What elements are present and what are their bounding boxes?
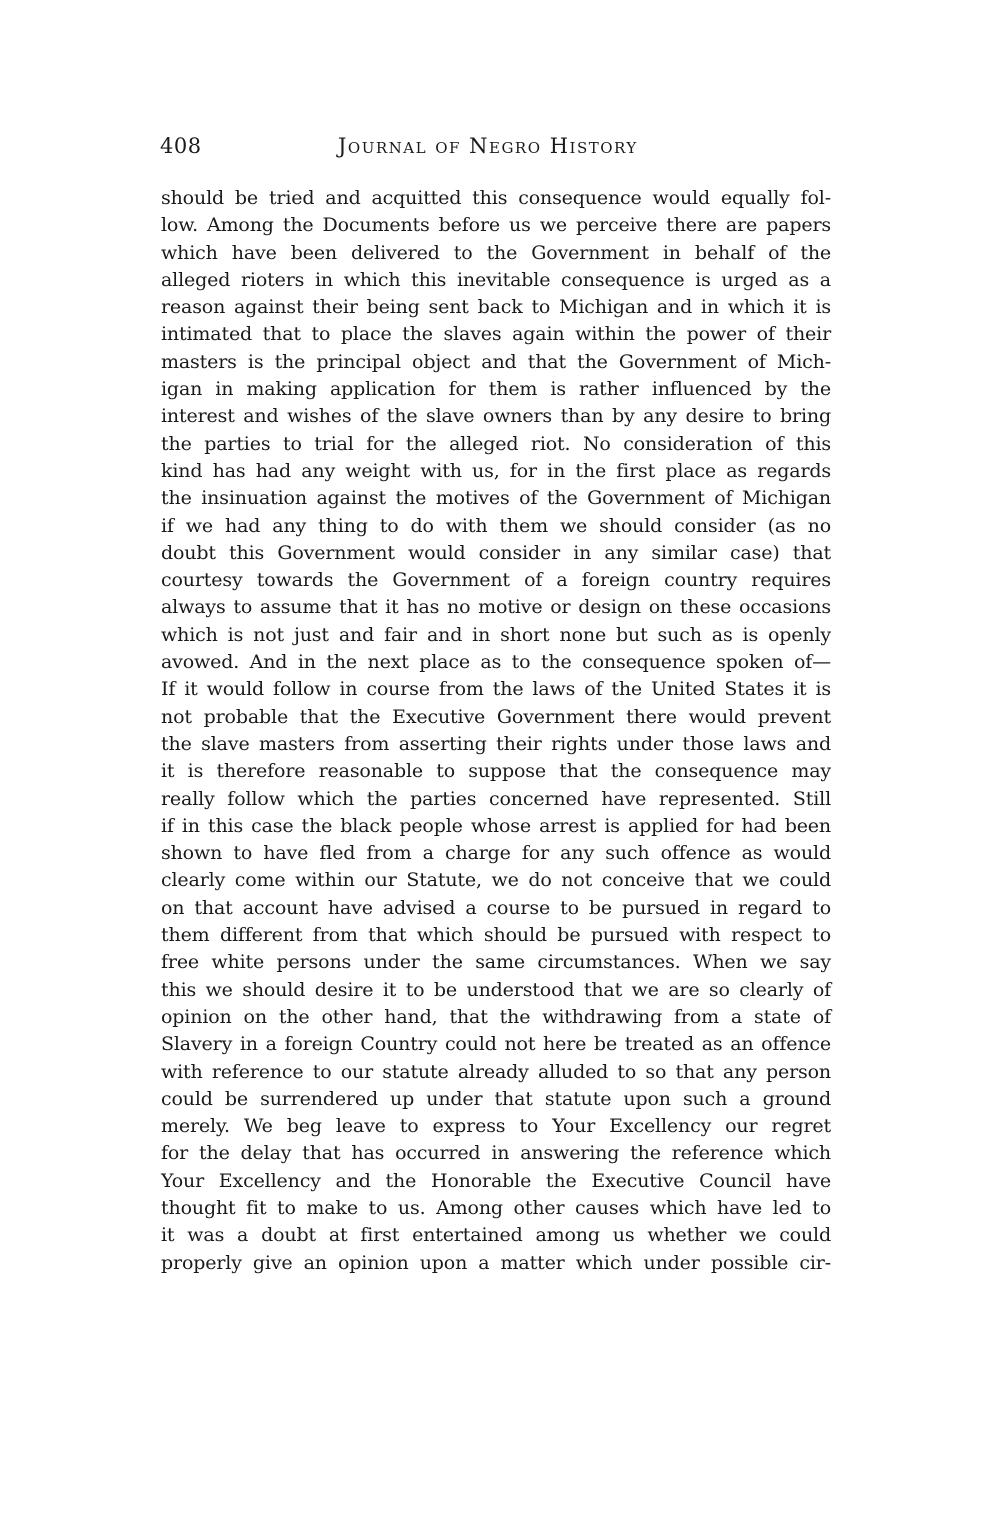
text-line: for the delay that has occurred in answering the reference which [161,1142,831,1165]
text-line: reason against their being sent back to Michigan and in which it is [161,296,831,319]
text-line: always to assume that it has no motive or design on these occasions [161,596,831,619]
text-line: them different from that which should be pursued with respect to [161,924,831,947]
text-line: the parties to trial for the alleged riot. No consideration of this [161,432,831,455]
text-line: not probable that the Executive Government there would prevent [161,705,831,728]
text-line: opinion on the other hand, that the withdrawing from a state of [161,1005,831,1028]
text-line: properly give an opinion upon a matter which under possible cir- [161,1251,831,1274]
text-line: it is therefore reasonable to suppose that the consequence may [161,760,831,783]
text-line: if we had any thing to do with them we should consider (as no [161,514,831,537]
text-line: low. Among the Documents before us we perceive there are papers [161,214,831,237]
text-line: the insinuation against the motives of the Government of Michigan [161,487,831,510]
running-title: Journal of Negro History [338,134,638,158]
body-paragraph [161,185,831,1277]
text-line: on that account have advised a course to be pursued in regard to [161,896,831,919]
text-line: which have been delivered to the Government in behalf of the [161,241,831,264]
text-line: with reference to our statute already alluded to so that any person [161,1060,831,1083]
text-line: If it would follow in course from the laws of the United States it is [161,678,831,701]
text-line: should be tried and acquitted this consequence would equally fol- [161,187,831,209]
text-line: free white persons under the same circumstances. When we say [161,951,831,974]
text-line: kind has had any weight with us, for in the first place as regards [161,459,831,482]
text-line: really follow which the parties concerned have represented. Still [161,787,831,810]
text-line: this we should desire it to be understood that we are so clearly of [161,978,831,1001]
text-line: clearly come within our Statute, we do not conceive that we could [161,869,831,892]
text-line: which is not just and fair and in short none but such as is openly [161,623,831,646]
text-line: doubt this Government would consider in any similar case) that [161,541,831,564]
text-line: it was a doubt at first entertained among us whether we could [161,1224,831,1247]
text-line: alleged rioters in which this inevitable consequence is urged as a [161,268,831,291]
text-line: if in this case the black people whose arrest is applied for had been [161,814,831,837]
text-line: could be surrendered up under that statute upon such a ground [161,1087,831,1110]
text-line: Your Excellency and the Honorable the Executive Council have [161,1169,831,1192]
text-line: thought fit to make to us. Among other causes which have led to [161,1196,831,1219]
text-line: interest and wishes of the slave owners than by any desire to bring [161,405,831,428]
text-line: shown to have fled from a charge for any such offence as would [161,842,831,865]
text-line: merely. We beg leave to express to Your Excellency our regret [161,1115,831,1138]
text-line: the slave masters from asserting their rights under those laws and [161,732,831,755]
text-line: avowed. And in the next place as to the consequence spoken of— [161,651,831,674]
page-number: 408 [160,134,202,158]
text-line: Slavery in a foreign Country could not here be treated as an offence [161,1033,831,1056]
text-line: courtesy towards the Government of a foreign country requires [161,569,831,592]
text-line: intimated that to place the slaves again within the power of their [161,323,831,346]
text-line: masters is the principal object and that the Government of Mich- [161,350,831,373]
text-line: igan in making application for them is rather influenced by the [161,378,831,401]
